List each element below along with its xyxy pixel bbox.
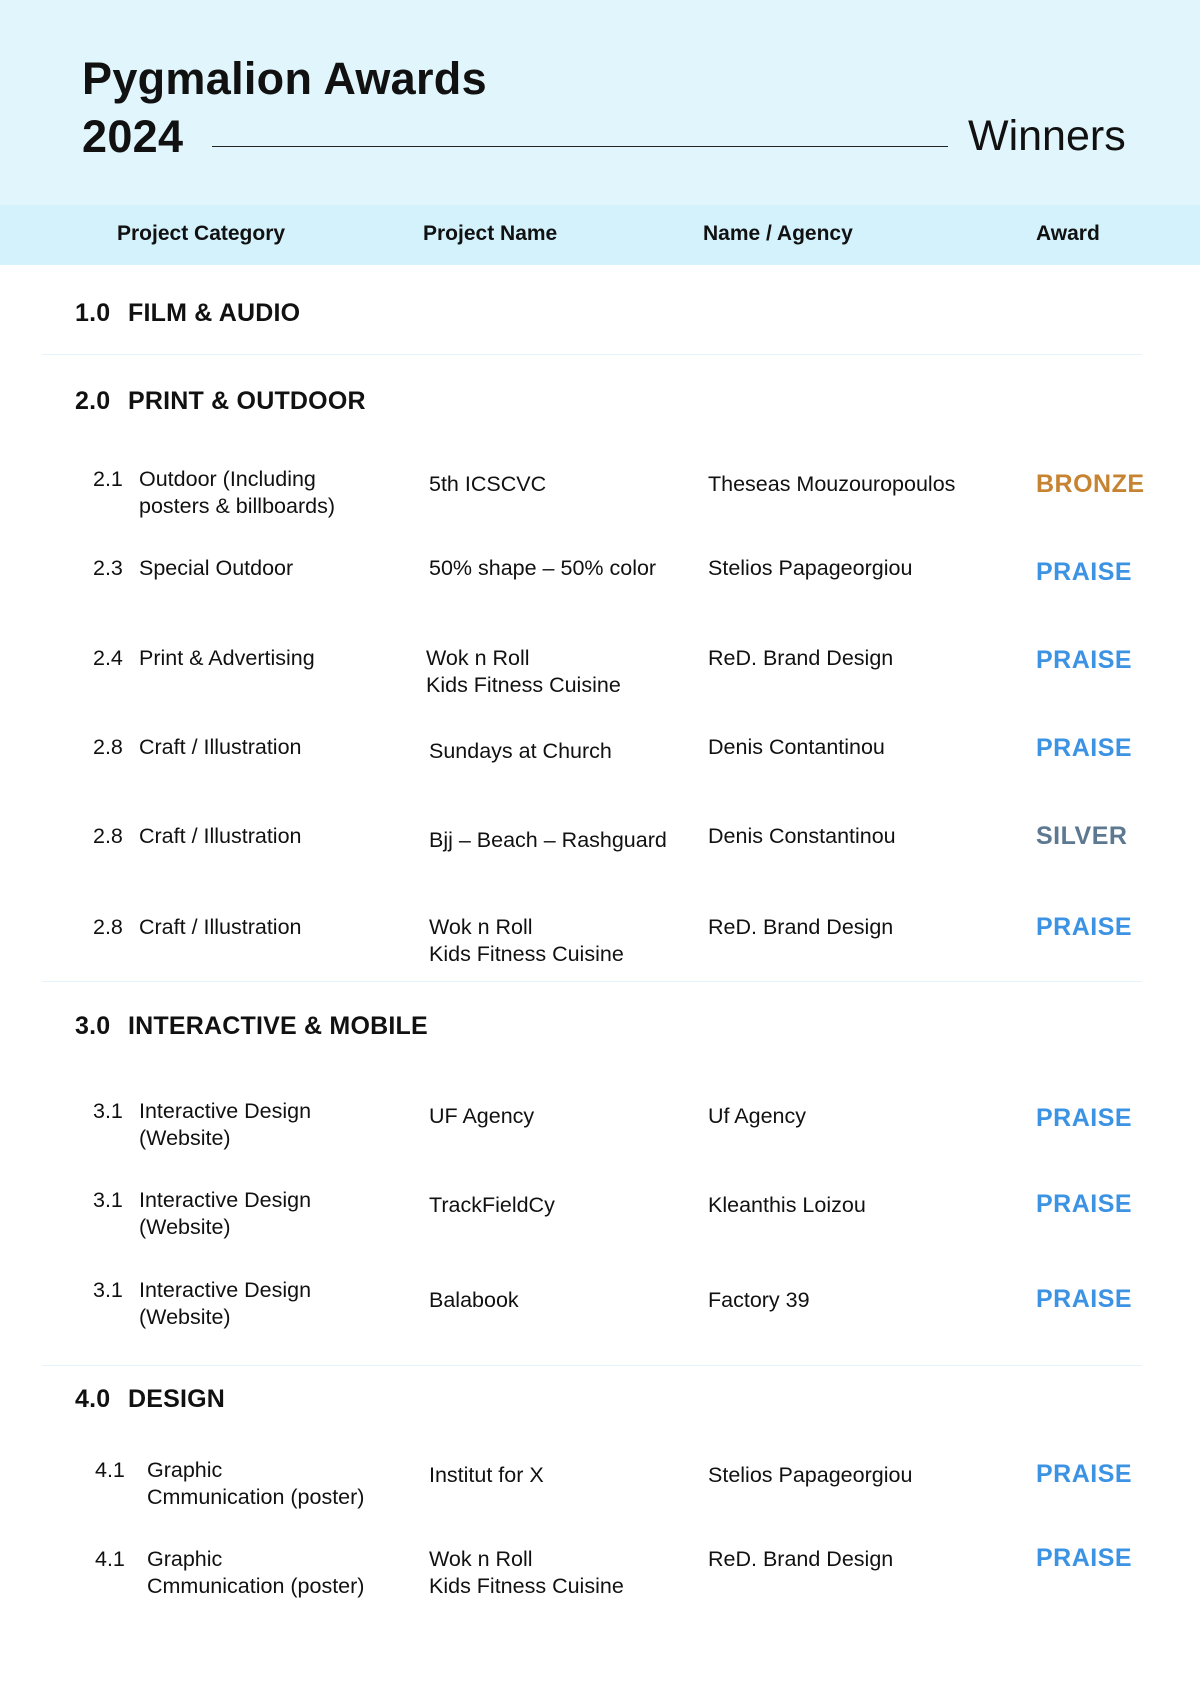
entry-category: Interactive Design (Website) — [139, 1278, 312, 1329]
section-heading — [75, 298, 300, 328]
entry-code: 2.4 — [93, 646, 123, 670]
entry-code: 2.8 — [93, 915, 123, 939]
section-divider — [42, 354, 1142, 355]
table-row — [0, 914, 1200, 994]
award-badge: SILVER — [1036, 822, 1128, 850]
entry-agency: Uf Agency — [708, 1104, 806, 1128]
title-line-2: 2024 — [82, 111, 184, 162]
entry-code: 2.3 — [93, 556, 123, 580]
award-badge: PRAISE — [1036, 1190, 1133, 1218]
award-badge: BRONZE — [1036, 470, 1145, 498]
table-row — [0, 823, 1200, 903]
section-heading — [75, 1011, 428, 1041]
entry-category: Craft / Illustration — [139, 824, 302, 848]
entry-category: Print & Advertising — [139, 646, 315, 670]
entry-project: Wok n Roll Kids Fitness Cuisine — [429, 1547, 624, 1598]
entry-agency: Stelios Papageorgiou — [708, 1463, 913, 1487]
table-row — [0, 466, 1200, 546]
section-title: DESIGN — [128, 1385, 226, 1413]
entry-category: Interactive Design (Website) — [139, 1099, 312, 1150]
entry-code: 3.1 — [93, 1188, 123, 1212]
entry-project: Balabook — [429, 1288, 519, 1312]
entry-category: Craft / Illustration — [139, 915, 302, 939]
entry-agency: Stelios Papageorgiou — [708, 556, 913, 580]
page-title — [82, 50, 487, 166]
section-number: 4.0 — [75, 1385, 111, 1413]
entry-category: Special Outdoor — [139, 556, 294, 580]
award-badge: PRAISE — [1036, 646, 1133, 674]
section-heading — [75, 1384, 225, 1414]
award-badge: PRAISE — [1036, 1285, 1133, 1313]
table-row — [0, 1098, 1200, 1178]
entry-project: Bjj – Beach – Rashguard — [429, 828, 667, 852]
table-row — [0, 734, 1200, 814]
entry-code: 4.1 — [95, 1547, 125, 1571]
entry-agency: ReD. Brand Design — [708, 1547, 894, 1571]
entry-agency: Theseas Mouzouropoulos — [708, 472, 956, 496]
entry-project: UF Agency — [429, 1104, 535, 1128]
table-row — [0, 1457, 1200, 1537]
entry-code: 2.8 — [93, 735, 123, 759]
entry-category: Craft / Illustration — [139, 735, 302, 759]
entry-project: Wok n Roll Kids Fitness Cuisine — [429, 915, 624, 966]
column-header-award: Award — [1036, 222, 1100, 245]
entry-category: Interactive Design (Website) — [139, 1188, 312, 1239]
entry-project: TrackFieldCy — [429, 1193, 555, 1217]
section-divider — [42, 1365, 1142, 1366]
entry-agency: Factory 39 — [708, 1288, 810, 1312]
table-row — [0, 555, 1200, 635]
entry-project: Institut for X — [429, 1463, 544, 1487]
entry-project: Wok n Roll Kids Fitness Cuisine — [426, 646, 621, 697]
table-row — [0, 645, 1200, 725]
entry-code: 2.8 — [93, 824, 123, 848]
entry-project: 50% shape – 50% color — [429, 556, 657, 580]
entry-project: Sundays at Church — [429, 739, 612, 763]
award-badge: PRAISE — [1036, 1544, 1133, 1572]
section-title: PRINT & OUTDOOR — [128, 387, 366, 415]
table-row — [0, 1546, 1200, 1626]
entry-category: Graphic Cmmunication (poster) — [147, 1458, 365, 1509]
page-subtitle: Winners — [968, 112, 1126, 160]
section-number: 1.0 — [75, 299, 111, 327]
award-badge: PRAISE — [1036, 734, 1133, 762]
entry-agency: ReD. Brand Design — [708, 646, 894, 670]
entry-agency: Denis Constantinou — [708, 824, 896, 848]
award-badge: PRAISE — [1036, 558, 1133, 586]
section-number: 3.0 — [75, 1012, 111, 1040]
title-rule — [212, 146, 948, 147]
entry-agency: ReD. Brand Design — [708, 915, 894, 939]
entry-agency: Denis Contantinou — [708, 735, 885, 759]
entry-category: Graphic Cmmunication (poster) — [147, 1547, 365, 1598]
award-badge: PRAISE — [1036, 1460, 1133, 1488]
column-header-agency: Name / Agency — [703, 222, 853, 245]
entry-agency: Kleanthis Loizou — [708, 1193, 866, 1217]
section-title: FILM & AUDIO — [128, 299, 301, 327]
entry-project: 5th ICSCVC — [429, 472, 547, 496]
entry-code: 3.1 — [93, 1278, 123, 1302]
entry-code: 3.1 — [93, 1099, 123, 1123]
column-header-project: Project Name — [423, 222, 558, 245]
entry-code: 4.1 — [95, 1458, 125, 1482]
entry-category: Outdoor (Including posters & billboards) — [139, 467, 335, 518]
section-title: INTERACTIVE & MOBILE — [128, 1012, 428, 1040]
award-badge: PRAISE — [1036, 913, 1133, 941]
column-header-category: Project Category — [117, 222, 286, 245]
table-row — [0, 1187, 1200, 1267]
section-divider — [42, 981, 1142, 982]
award-badge: PRAISE — [1036, 1104, 1133, 1132]
section-heading — [75, 386, 366, 416]
entry-code: 2.1 — [93, 467, 123, 491]
table-row — [0, 1277, 1200, 1357]
section-number: 2.0 — [75, 387, 111, 415]
title-line-1: Pygmalion Awards — [82, 53, 487, 104]
